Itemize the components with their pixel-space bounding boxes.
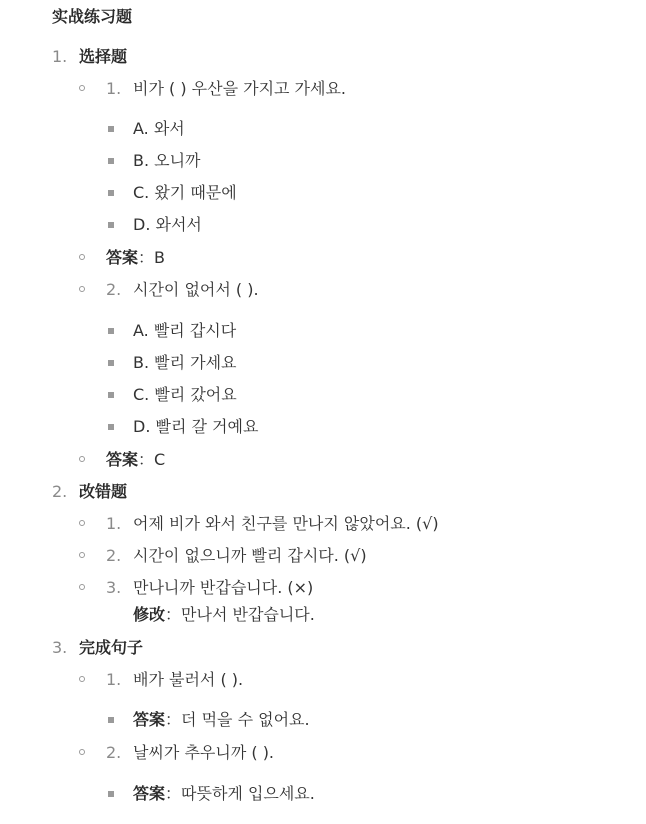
section-number: 3. [52, 638, 68, 657]
square-bullet-icon [108, 222, 114, 228]
option-item: D. 빨리 갈 거예요 [133, 417, 259, 436]
correction-item-text: 어제 비가 와서 친구를 만나지 않았어요. (√) [133, 514, 439, 533]
answer-separator: ： [138, 248, 155, 267]
answer-separator: ： [165, 710, 182, 729]
answer-line [133, 709, 310, 731]
answer-label: 答案 [106, 450, 139, 469]
page-title: 实战练习题 [52, 7, 133, 26]
question-text: 비가 ( ) 우산을 가지고 가세요. [133, 79, 347, 98]
section-heading: 完成句子 [79, 638, 144, 657]
option-item: A. 빨리 갑시다 [133, 321, 237, 340]
answer-line [133, 783, 315, 805]
square-bullet-icon [108, 392, 114, 398]
answer-label: 答案 [133, 710, 166, 729]
answer-separator: ： [165, 784, 182, 803]
sentence-item-text: 배가 불러서 ( ). [133, 670, 244, 689]
item-number: 1. [106, 514, 122, 533]
item-number: 2. [106, 743, 122, 762]
answer-line [106, 247, 165, 269]
question-number: 1. [106, 79, 122, 98]
answer-value: 더 먹을 수 없어요. [181, 710, 310, 729]
option-item: D. 와서서 [133, 215, 202, 234]
item-number: 2. [106, 546, 122, 565]
answer-value: C [154, 450, 166, 469]
option-item: C. 빨리 갔어요 [133, 385, 237, 404]
item-number: 3. [106, 578, 122, 597]
answer-value: 따뜻하게 입으세요. [181, 784, 315, 803]
square-bullet-icon [108, 791, 114, 797]
hollow-bullet-icon [79, 286, 85, 292]
hollow-bullet-icon [79, 584, 85, 590]
square-bullet-icon [108, 360, 114, 366]
fix-separator: ： [165, 605, 182, 624]
answer-label: 答案 [133, 784, 166, 803]
item-number: 1. [106, 670, 122, 689]
fix-label: 修改 [133, 605, 166, 624]
sentence-item-text: 날씨가 추우니까 ( ). [133, 743, 275, 762]
section-heading: 选择题 [79, 47, 128, 66]
section-number: 1. [52, 47, 68, 66]
option-item: A. 와서 [133, 119, 185, 138]
hollow-bullet-icon [79, 676, 85, 682]
correction-item-text: 만나니까 반갑습니다. (×) [133, 578, 314, 597]
section-heading: 改错题 [79, 482, 128, 501]
option-item: B. 빨리 가세요 [133, 353, 237, 372]
question-text: 시간이 없어서 ( ). [133, 280, 259, 299]
square-bullet-icon [108, 424, 114, 430]
hollow-bullet-icon [79, 85, 85, 91]
answer-value: B [154, 248, 166, 267]
answer-separator: ： [138, 450, 155, 469]
fix-value: 만나서 반갑습니다. [181, 605, 315, 624]
answer-label: 答案 [106, 248, 139, 267]
hollow-bullet-icon [79, 254, 85, 260]
option-item: B. 오니까 [133, 151, 201, 170]
section-number: 2. [52, 482, 68, 501]
square-bullet-icon [108, 717, 114, 723]
answer-line [106, 449, 165, 471]
hollow-bullet-icon [79, 456, 85, 462]
fix-line [133, 604, 315, 626]
option-item: C. 왔기 때문에 [133, 183, 237, 202]
hollow-bullet-icon [79, 749, 85, 755]
square-bullet-icon [108, 190, 114, 196]
correction-item-text: 시간이 없으니까 빨리 갑시다. (√) [133, 546, 367, 565]
hollow-bullet-icon [79, 520, 85, 526]
square-bullet-icon [108, 328, 114, 334]
square-bullet-icon [108, 158, 114, 164]
square-bullet-icon [108, 126, 114, 132]
question-number: 2. [106, 280, 122, 299]
hollow-bullet-icon [79, 552, 85, 558]
